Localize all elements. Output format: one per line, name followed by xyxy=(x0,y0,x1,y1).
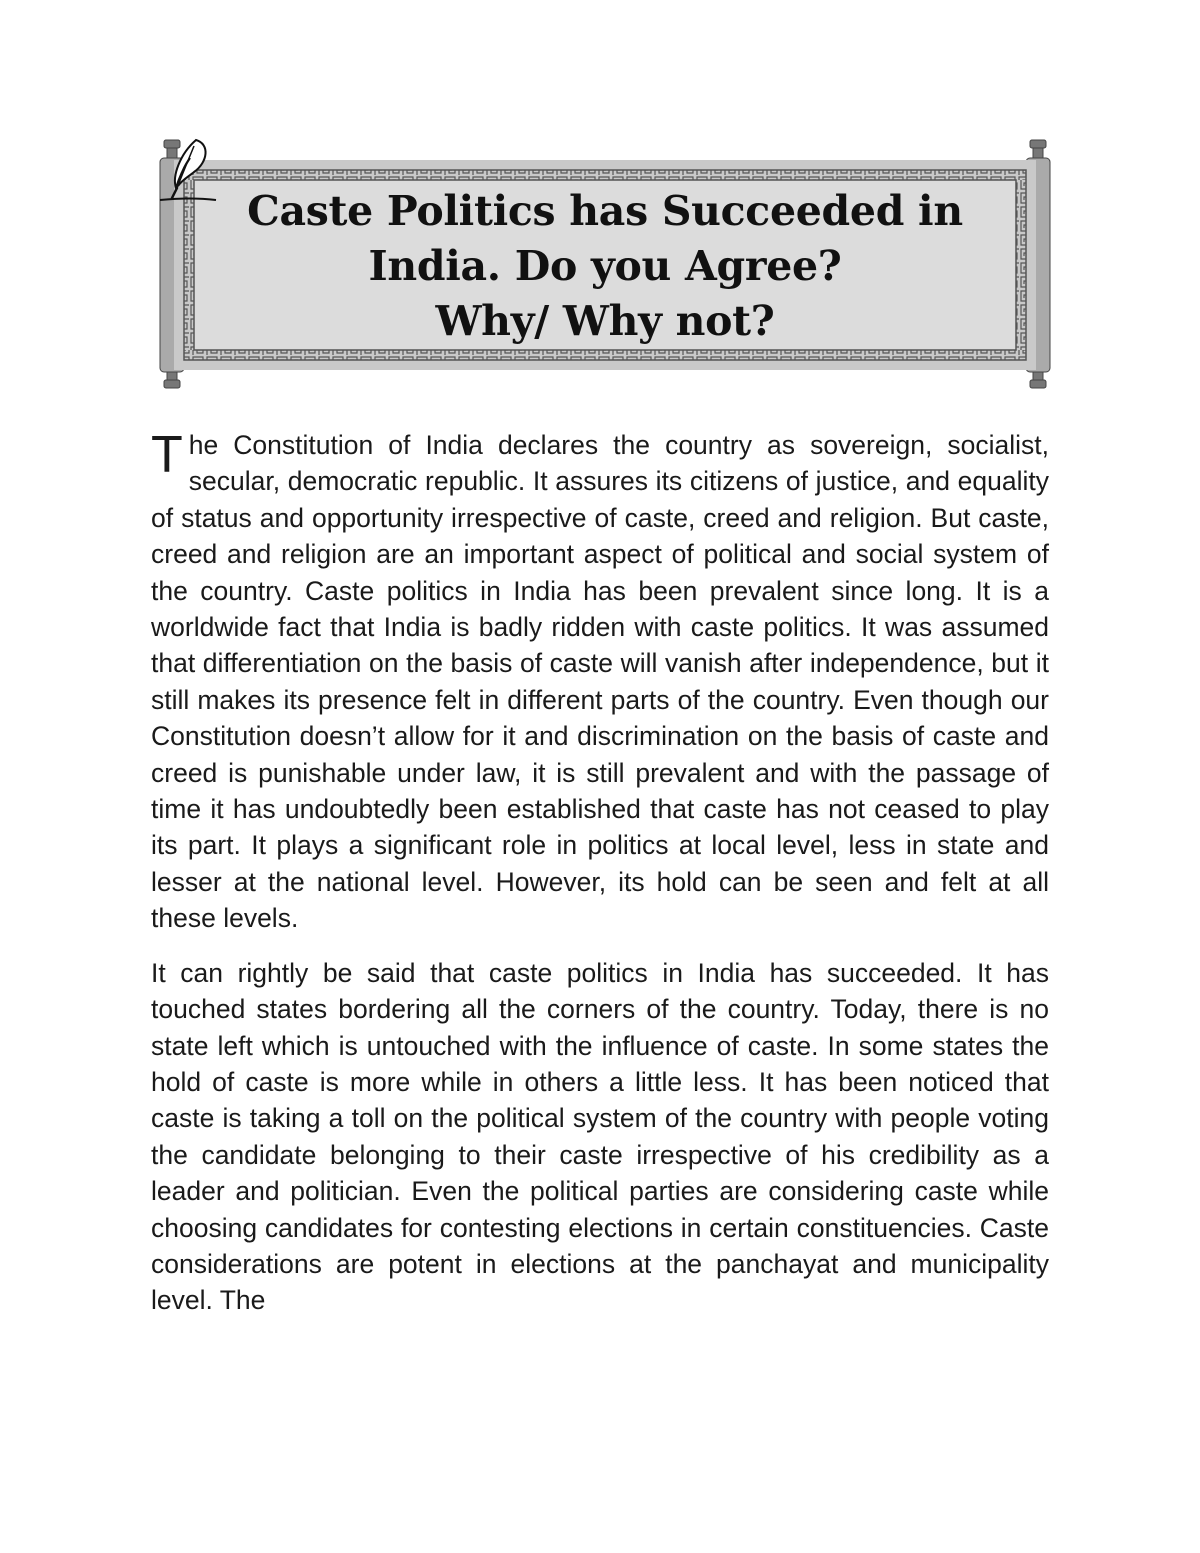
title-banner xyxy=(150,136,1060,391)
drop-cap: T xyxy=(151,426,183,484)
title-line-2: India. Do you Agree? xyxy=(368,242,842,290)
page-title xyxy=(200,184,1010,349)
title-line-3: Why/ Why not? xyxy=(435,297,775,345)
article-body xyxy=(151,427,1049,1337)
article-paragraph: It can rightly be said that caste politics in India has succeeded. It has touched states bordering all the corners of the country. Today, there is no state left which is untouched with the influence of caste. In some states the hold of caste is more while in others a little less. It has been noticed that caste is taking a toll on the political system of the country with people voting the candidate belonging to their caste irrespective of his credibility as a leader and politician. Even the political parties are considering caste while choosing candidates for contesting elections in certain constituencies. Caste considerations are potent in elections at the panchayat and municipality level. The xyxy=(151,957,1049,1316)
article-paragraph xyxy=(151,427,1049,937)
title-line-1: Caste Politics has Succeeded in xyxy=(247,187,963,235)
paragraph-1-text: he Constitution of India declares the country as sovereign, socialist, secular, democratic republic. It assures its citizens of justice, and equality of status and opportunity irrespective of caste, creed and religion. But caste, creed and religion are an important aspect of political and social system of the country. Caste politics in India has been prevalent since long. It is a worldwide fact that India is badly ridden with caste politics. It was assumed that differentiation on the basis of caste will vanish after independence, but it still makes its presence felt in different parts of the country. Even though our Constitution doesn’t allow for it and discrimination on the basis of caste and creed is punishable under law, it is still prevalent and with the passage of time it has undoubtedly been established that caste has not ceased to play its part. It plays a significant role in politics at local level, less in state and lesser at the national level. However, its hold can be seen and felt at all these levels. xyxy=(151,430,1049,934)
quill-pen-icon xyxy=(150,136,220,206)
